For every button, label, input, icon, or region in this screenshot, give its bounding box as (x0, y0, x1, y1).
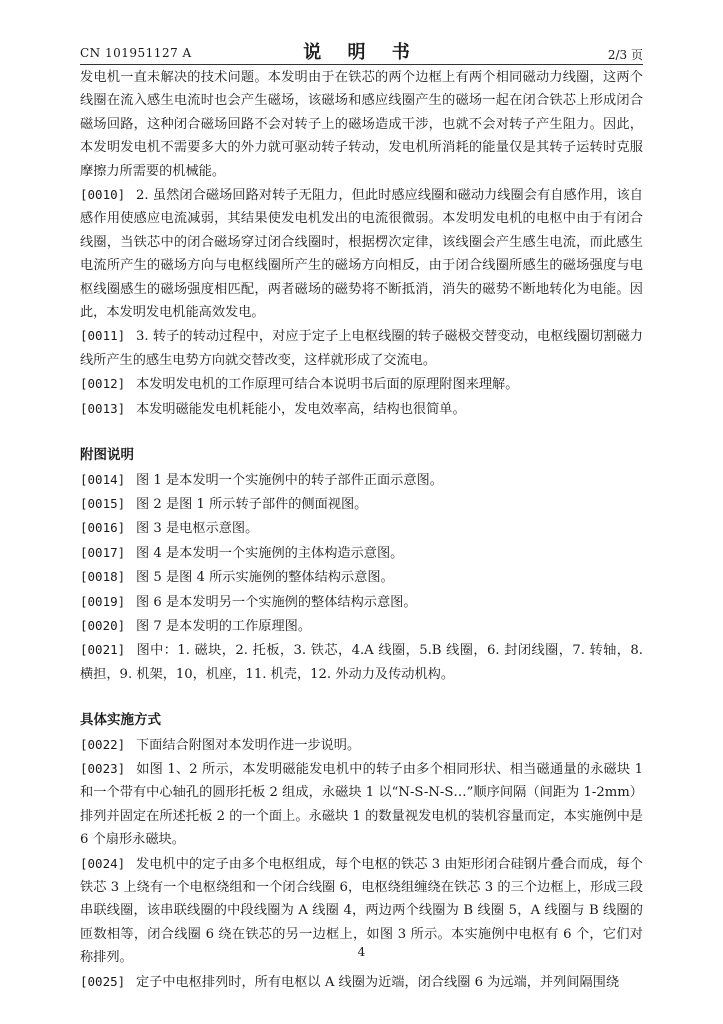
paragraph-text: 图 6 是本发明另一个实施例的整体结构示意图。 (136, 594, 417, 610)
paragraph-number: [0019] (80, 593, 126, 609)
paragraph-text: 图 4 是本发明一个实施例的主体构造示意图。 (136, 545, 404, 561)
paragraph-text: 定子中电枢排列时，所有电枢以 A 线圈为近端，闭合线圈 6 为远端，并列间隔围绕 (136, 974, 620, 990)
paragraph-number: [0015] (80, 495, 126, 511)
paragraph-number: [0011] (80, 328, 126, 344)
paragraph-number: [0014] (80, 471, 126, 487)
paragraph-0012 (80, 372, 643, 396)
paragraph-0020 (80, 614, 643, 638)
paragraph-text: 下面结合附图对本发明作进一步说明。 (136, 737, 361, 753)
paragraph-text: 图中：1. 磁块，2. 托板，3. 铁芯，4.A 线圈，5.B 线圈，6. 封闭线圈，7. 转轴，8. 横担，9. 机架，10，机座，11. 机壳，12. 外动力及传动机构。 (80, 643, 643, 682)
paragraph-continued (80, 66, 643, 183)
document-body (80, 66, 643, 994)
paragraph-text: 发电机一直未解决的技术问题。本发明由于在铁芯的两个边框上有两个相同磁动力线圈，这两个线圈在流入感生电流时也会产生磁场，该磁场和感应线圈产生的磁场一起在闭合铁芯上形成闭合磁场回路，这种闭合磁场回路不会对转子上的磁场造成干涉，也就不会对转子产生阻力。因此，本发明发电机不需要多大的外力就可驱动转子转动，发电机所消耗的能量仅是其转子运转时克服摩擦力所需要的机械能。 (80, 70, 643, 179)
paragraph-number: [0010] (80, 187, 126, 203)
paragraph-number: [0013] (80, 400, 126, 416)
paragraph-text: 发电机中的定子由多个电枢组成，每个电枢的铁芯 3 由矩形闭合硅钢片叠合而成，每个铁芯 3 上绕有一个电枢绕组和一个闭合线圈 6，电枢绕组缠绕在铁芯 3 的三个边框上，形成三段串联线圈，该串联线圈的中段线圈为 A 线圈 4，两边两个线圈为 B 线圈 5，A 线圈与 B 线圈的匝数相等，闭合线圈 6 绕在铁芯的另一边框上，如图 3 所示。本实施例中电枢有 6 个，它们对称排列。 (80, 856, 643, 966)
paragraph-text: 本发明发电机的工作原理可结合本说明书后面的原理附图来理解。 (136, 377, 519, 393)
document-id: CN 101951127 A (80, 46, 192, 60)
paragraph-0016 (80, 516, 643, 540)
paragraph-0011 (80, 324, 643, 372)
paragraph-number: [0016] (80, 520, 126, 536)
paragraph-number: [0023] (80, 760, 126, 776)
paragraph-0017 (80, 541, 643, 565)
paragraph-0014 (80, 468, 643, 492)
paragraph-number: [0017] (80, 544, 126, 560)
paragraph-text: 3. 转子的转动过程中，对应于定子上电枢线圈的转子磁极交替变动，电枢线圈切割磁力线所产生的感生电势方向就交替改变，这样就形成了交流电。 (80, 329, 643, 368)
header-rule (80, 64, 643, 65)
paragraph-text: 图 3 是电枢示意图。 (136, 521, 259, 537)
paragraph-text: 如图 1、2 所示，本发明磁能发电机中的转子由多个相同形状、相当磁通量的永磁块 1 和一个带有中心轴孔的圆形托板 2 组成，永磁块 1 以“N-S-N-S…”顺序间隔（间距为 1-2mm）排列并固定在所述托板 2 的一个面上。永磁块 1 的数量视发电机的装机容量而定，本实施例中是 6 个扇形永磁块。 (80, 761, 643, 848)
paragraph-0019 (80, 590, 643, 614)
paragraph-number: [0020] (80, 617, 126, 633)
paragraph-0023 (80, 757, 643, 852)
paragraph-0015 (80, 492, 643, 516)
page-number: 4 (357, 945, 366, 959)
paragraph-number: [0018] (80, 569, 126, 585)
paragraph-text: 图 2 是图 1 所示转子部件的侧面视图。 (136, 496, 368, 512)
paragraph-number: [0025] (80, 973, 126, 989)
document-title: 说 明 书 (303, 42, 420, 63)
paragraph-number: [0021] (80, 642, 126, 658)
paragraph-0018 (80, 565, 643, 589)
paragraph-text: 本发明磁能发电机耗能小，发电效率高，结构也很简单。 (136, 401, 466, 417)
paragraph-number: [0012] (80, 376, 126, 392)
paragraph-text: 图 1 是本发明一个实施例中的转子部件正面示意图。 (136, 472, 443, 488)
section-heading-figures: 附图说明 (80, 447, 134, 464)
paragraph-0025 (80, 970, 643, 994)
paragraph-text: 2. 虽然闭合磁场回路对转子无阻力，但此时感应线圈和磁动力线圈会有自感作用，该自感作用使感应电流减弱，其结果使发电机发出的电流很微弱。本发明发电机的电枢中由于有闭合线圈，当铁芯中的闭合磁场穿过闭合线圈时，根据楞次定律，该线圈会产生感生电流，而此感生电流所产生的磁场方向与电枢线圈所产生的磁场方向相反，由于闭合线圈所感生的磁场强度与电枢线圈感生的磁场强度相匹配，两者磁场的磁势将不断抵消，消失的磁势不断地转化为电能。因此，本发明发电机能高效发电。 (80, 188, 643, 321)
paragraph-number: [0024] (80, 855, 126, 871)
paragraph-text: 图 7 是本发明的工作原理图。 (136, 618, 312, 634)
section-heading-embodiment: 具体实施方式 (80, 712, 161, 729)
paragraph-0021 (80, 638, 643, 686)
page-header (80, 44, 643, 66)
paragraph-0010 (80, 183, 643, 324)
paragraph-0022 (80, 733, 643, 757)
paragraph-text: 图 5 是图 4 所示实施例的整体结构示意图。 (136, 570, 394, 586)
paragraph-number: [0022] (80, 736, 126, 752)
paragraph-0013 (80, 397, 643, 421)
page-info: 2/3 页 (607, 48, 643, 62)
